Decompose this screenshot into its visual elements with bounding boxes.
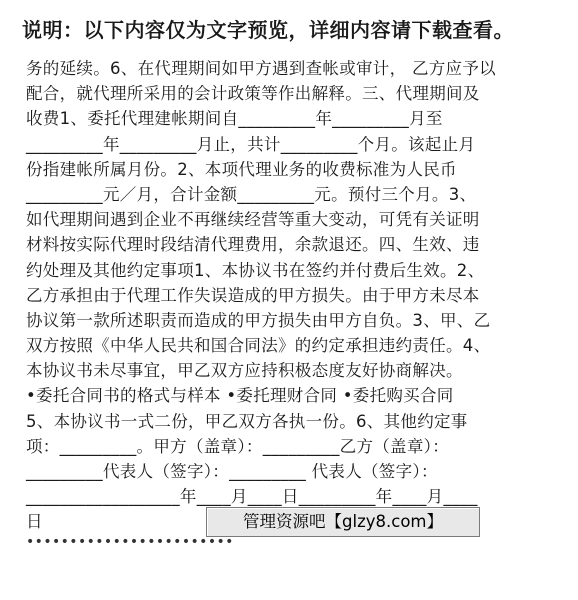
text-line: _________代表人（签字）：_________ 代表人（签字）： [26, 462, 438, 481]
text-line: 务的延续。6、在代理期间如甲方遇到查帐或审计， 乙方应予以 [26, 59, 496, 78]
text-line: 日 [26, 512, 43, 532]
text-line: 材料按实际代理时段结清代理费用，余款退还。四、生效、违 [26, 235, 480, 255]
text-line: 收费1、委托代理建帐期间自_________年_________月至 [26, 109, 443, 129]
text-line: _________年_________月止，共计_________个月。该起止月 [26, 134, 476, 154]
text-line: 5、本协议书一式二份，甲乙双方各执一份。6、其他约定事 [26, 411, 468, 431]
site-watermark-label: 管理资源吧【glzy8.com】 [206, 507, 480, 537]
preview-notice: 说明：以下内容仅为文字预览，详细内容请下载查看。 [22, 18, 514, 42]
text-line: 项：_________。甲方（盖章）：_________乙方（盖章）： [26, 436, 449, 456]
text-line: 份指建帐所属月份。2、本项代理业务的收费标准为人民币 [26, 159, 457, 179]
text-line: 乙方承担由于代理工作失误造成的甲方损失。由于甲方未尽本 [26, 285, 480, 305]
text-line: __________________年____月____日_________年____月____ [26, 487, 478, 507]
text-line: 本协议书未尽事宜，甲乙双方应持积极态度友好协商解决。 [26, 361, 463, 381]
text-line: _________元／月，合计金额_________元。预付三个月。3、 [26, 184, 477, 204]
dotted-divider: •••••••••••••••••••••••• [26, 534, 234, 550]
text-line: 配合，就代理所采用的会计政策等作出解释。三、代理期间及 [26, 84, 480, 104]
text-line: 约处理及其他约定事项1、本协议书在签约并付费后生效。2、 [26, 260, 485, 280]
related-links-line[interactable]: •委托合同书的格式与样本 •委托理财合同 •委托购买合同 [26, 386, 454, 406]
text-line: 双方按照《中华人民共和国合同法》的约定承担违约责任。4、 [26, 336, 491, 356]
text-line: 协议第一款所述职责而造成的甲方损失由甲方自负。3、甲、乙 [26, 310, 491, 330]
text-line: 如代理期间遇到企业不再继续经营等重大变动，可凭有关证明 [26, 210, 480, 230]
document-body [26, 56, 556, 535]
